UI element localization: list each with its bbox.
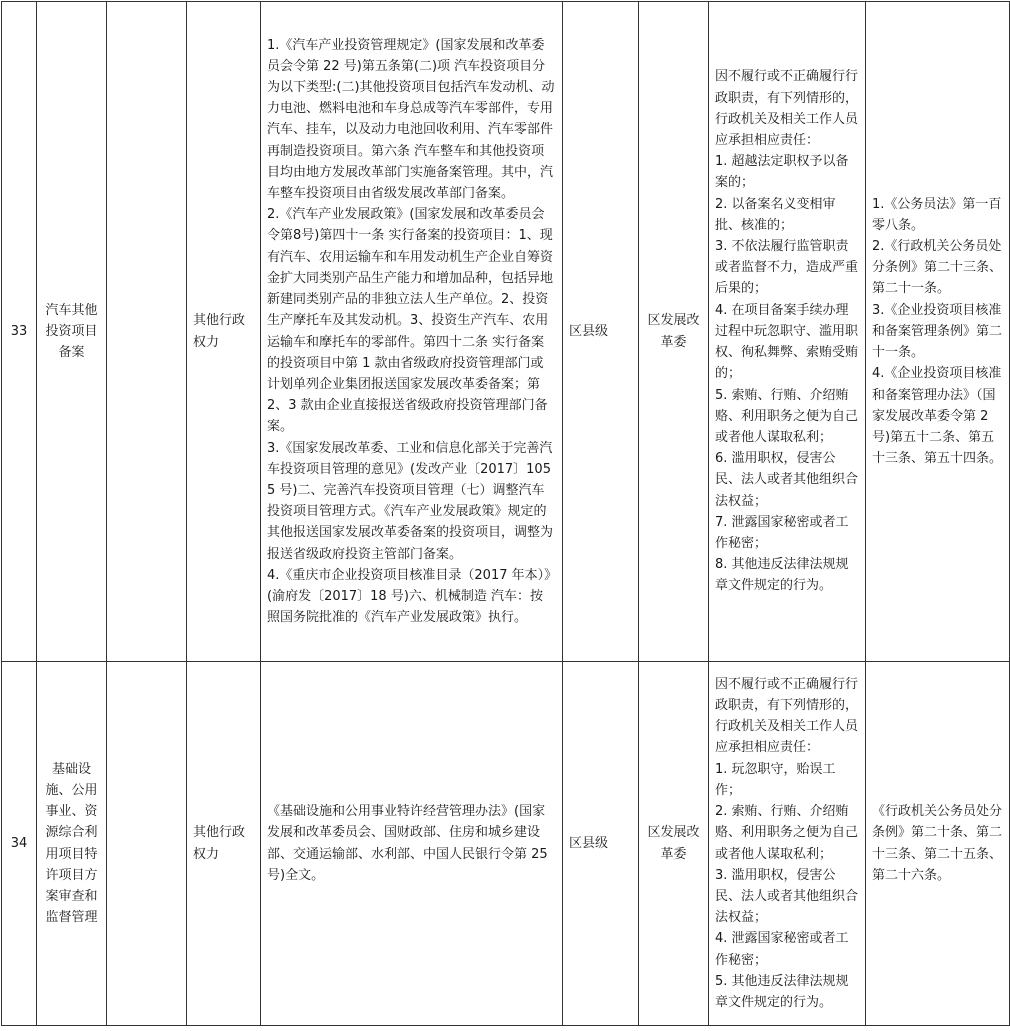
responsibility-line: 6. 滥用职权，侵害公民、法人或者其他组织合法权益； bbox=[715, 451, 859, 509]
responsibility-line: 7. 泄露国家秘密或者工作秘密； bbox=[715, 514, 849, 551]
responsibility-line: 5. 索贿、行贿、介绍贿赂、利用职务之便为自己或者他人谋取私利； bbox=[715, 387, 859, 445]
accountability-basis-line: 4.《企业投资项目核准和备案管理办法》（国家发展改革委令第 2 号)第五十二条、第五十三条、第五十四条。 bbox=[872, 366, 1003, 467]
responsibility-line: 8. 其他违反法律法规规章文件规定的行为。 bbox=[715, 557, 849, 594]
responsibility-line: 2. 以备案名义变相审批、核准的； bbox=[715, 196, 836, 233]
responsibility-line: 1. 玩忽职守，贻误工作； bbox=[715, 761, 836, 798]
item-number-cell: 34 bbox=[2, 662, 37, 1026]
responsibility-line: 4. 泄露国家秘密或者工作秘密； bbox=[715, 931, 849, 968]
subitem-cell bbox=[107, 2, 187, 662]
legal-basis-paragraph: 4.《重庆市企业投资项目核准目录（2017 年本）》(渝府发〔2017〕18 号)六、机械制造 汽车：按照国务院批准的《汽车产业发展政策》执行。 bbox=[267, 567, 551, 626]
item-name-cell: 基础设施、公用事业、资源综合利用项目特许项目方案审查和监督管理 bbox=[37, 662, 107, 1026]
legal-basis-paragraph: 1.《汽车产业投资管理规定》(国家发展和改革委员会令第 22 号)第五条第(二)项 汽车投资项目分为以下类型:(二)其他投资项目包括汽车发动机、动力电池、燃料电池和车身总成等汽车零部件，专用汽车、挂车，以及动力电池回收利用、汽车零部件再制造投资项目。第六条 汽车整车和其他投资项目均由地方发展改革部门实施备案管理。其中，汽车整车投资项目由省级发展改革部门备案。 bbox=[267, 37, 555, 202]
responsibility-line: 3. 不依法履行监管职责或者监督不力，造成严重后果的； bbox=[715, 239, 859, 297]
table-row bbox=[2, 2, 1010, 662]
level-cell: 区县级 bbox=[563, 2, 639, 662]
responsibility-line: 1. 超越法定职权予以备案的； bbox=[715, 154, 849, 191]
legal-basis-paragraph: 《基础设施和公用事业特许经营管理办法》(国家发展和改革委员会、国财政部、住房和城乡建设部、交通运输部、水利部、中国人民银行令第 25 号)全文。 bbox=[267, 804, 548, 883]
accountability-basis-cell bbox=[866, 2, 1010, 662]
responsibility-line: 因不履行或不正确履行行政职责，有下列情形的，行政机关及相关工作人员应承担相应责任： bbox=[715, 676, 859, 756]
legal-basis-paragraph: 3.《国家发展改革委、工业和信息化部关于完善汽车投资项目管理的意见》(发改产业〔2017〕1055 号)二、完善汽车投资项目管理（七）调整汽车投资项目管理方式。《汽车产业发展政策》规定的其他报送国家发展改革委备案的投资项目，调整为报送省级政府投资主管部门备案。 bbox=[267, 440, 554, 562]
department-cell: 区发展改革委 bbox=[639, 2, 709, 662]
item-number-cell: 33 bbox=[2, 2, 37, 662]
item-name-cell: 汽车其他投资项目备案 bbox=[37, 2, 107, 662]
responsibility-line: 3. 滥用职权，侵害公民、法人或者其他组织合法权益； bbox=[715, 867, 859, 926]
accountability-basis-line: 1.《公务员法》第一百零八条。 bbox=[872, 196, 1002, 233]
responsibility-cell bbox=[709, 662, 866, 1026]
responsibility-line: 因不履行或不正确履行行政职责，有下列情形的，行政机关及相关工作人员应承担相应责任： bbox=[715, 69, 859, 149]
responsibility-line: 5. 其他违反法律法规规章文件规定的行为。 bbox=[715, 973, 849, 1010]
subitem-cell bbox=[107, 662, 187, 1026]
legal-basis-paragraph: 2.《汽车产业发展政策》(国家发展和改革委员会令第8号)第四十一条 实行备案的投资项目：1、现有汽车、农用运输车和车用发动机生产企业自筹资金扩大同类别产品生产能力和增加品种，包括异地新建同类别产品的非独立法人生产单位。2、投资生产摩托车及其发动机。3、投资生产汽车、农用运输车和摩托车的零部件。第四十二条 实行备案的投资项目中第 1 款由省级政府投资管理部门或计划单列企业集团报送国家发展改革委备案；第 2、3 款由企业直接报送省级政府投资管理部门备案。 bbox=[267, 207, 554, 435]
legal-basis-cell bbox=[261, 2, 563, 662]
legal-basis-cell bbox=[261, 662, 563, 1026]
accountability-basis-line: 2.《行政机关公务员处分条例》第二十三条、第二十一条。 bbox=[872, 239, 1003, 297]
accountability-basis-line: 《行政机关公务员处分条例》第二十条、第二十三条、第二十五条、第二十六条。 bbox=[872, 804, 1003, 883]
responsibility-line: 2. 索贿、行贿、介绍贿赂、利用职务之便为自己或者他人谋取私利； bbox=[715, 804, 859, 862]
table-row bbox=[2, 662, 1010, 1026]
department-cell: 区发展改革委 bbox=[639, 662, 709, 1026]
power-type-cell: 其他行政权力 bbox=[187, 2, 261, 662]
responsibility-line: 4. 在项目备案手续办理过程中玩忽职守、滥用职权、徇私舞弊、索贿受贿的； bbox=[715, 302, 859, 382]
accountability-basis-line: 3.《企业投资项目核准和备案管理条例》第二十一条。 bbox=[872, 302, 1003, 361]
power-list-table bbox=[1, 1, 1010, 1026]
power-type-cell: 其他行政权力 bbox=[187, 662, 261, 1026]
level-cell: 区县级 bbox=[563, 662, 639, 1026]
accountability-basis-cell bbox=[866, 662, 1010, 1026]
responsibility-cell bbox=[709, 2, 866, 662]
